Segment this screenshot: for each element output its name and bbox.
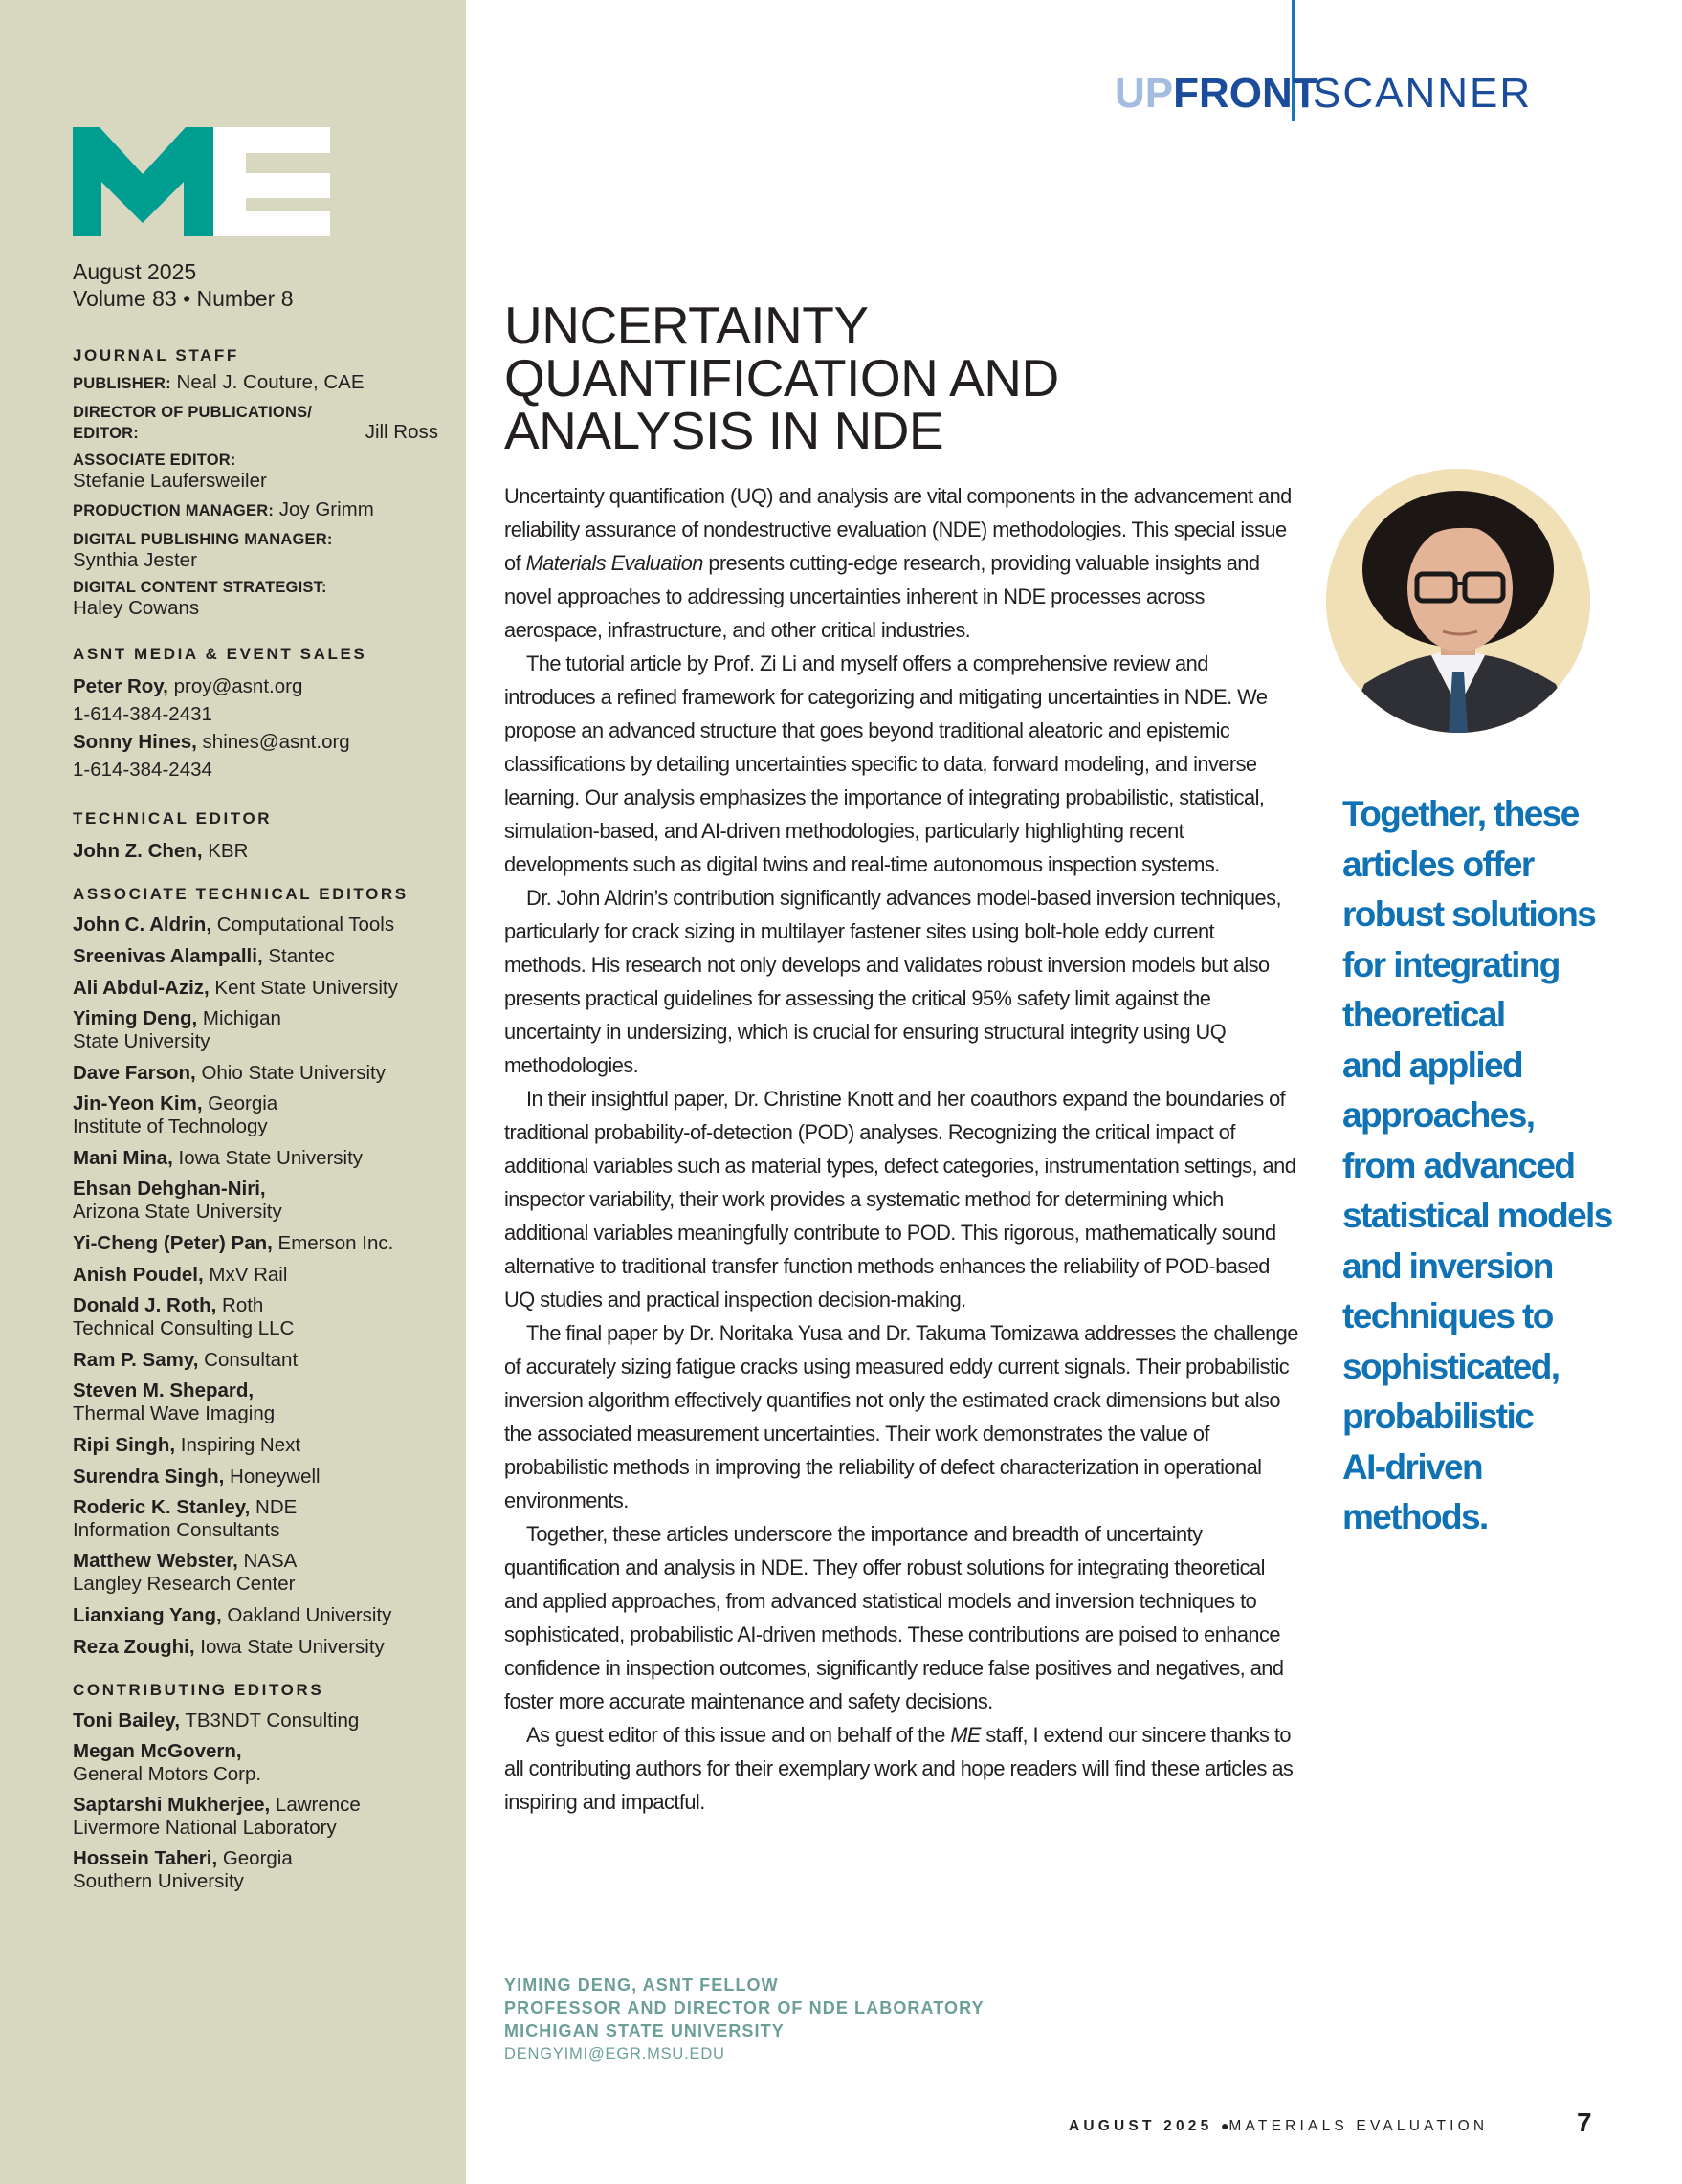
person-row: Donald J. Roth, Roth Technical Consulting LLC (73, 1294, 295, 1339)
person-row: Megan McGovern, General Motors Corp. (73, 1740, 262, 1785)
paragraph: Together, these articles underscore the importance and breadth of uncertainty quantification and analysis in NDE. They offer robust solutions for integrating theoretical and applied approaches, from advanced statistical models and inversion techniques to sophisticated, probabilistic AI-driven methods. These contributions are poised to enhance confidence in inspection outcomes, significantly reduce false positives and negatives, and foster more accurate maintenance and safety decisions. (504, 1522, 1284, 1713)
section-heading: ASNT MEDIA & EVENT SALES (73, 645, 367, 663)
article-title: UNCERTAINTY QUANTIFICATION AND ANALYSIS IN NDE (504, 296, 1059, 460)
person-photo-icon (1326, 469, 1590, 733)
staff-row: DIGITAL CONTENT STRATEGIST: Haley Cowans (73, 579, 327, 619)
page-number: 7 (1577, 2107, 1592, 2137)
person-row: Yiming Deng, Michigan State University (73, 1007, 281, 1052)
journal-staff-section (73, 345, 455, 619)
subsection-label: SCANNER (1313, 70, 1533, 117)
person-row: Steven M. Shepard, Thermal Wave Imaging (73, 1379, 276, 1424)
staff-row: DIGITAL PUBLISHING MANAGER: Synthia Jester (73, 531, 333, 571)
contact-entry: Sonny Hines, shines@asnt.org 1-614-384-2434 (73, 728, 455, 783)
article-body (504, 479, 1298, 1819)
paragraph: The final paper by Dr. Noritaka Yusa and Dr. Takuma Tomizawa addresses the challenge of accurately sizing fatigue cracks using measured eddy current signals. Their probabilistic inversion algorithm effectively quantifies not only the estimated crack dimensions but also the associated measurement uncertainties. Their work demonstrates the value of probabilistic methods in improving the reliability of defect characterization in operational environments. (504, 1321, 1298, 1512)
section-heading: CONTRIBUTING EDITORS (73, 1681, 324, 1699)
issue-info (73, 258, 294, 312)
paragraph: As guest editor of this issue and on behalf of the ME staff, I extend our sincere thanks to all contributing authors for their exemplary work and hope readers will find these articles as inspiring and impactful. (504, 1723, 1294, 1814)
paragraph: In their insightful paper, Dr. Christine Knott and her coauthors expand the boundaries of traditional probability-of-detection (POD) analyses. Recognizing the critical impact of additional variables such as material types, defect categories, instrumentation settings, and inspector variability, their work provides a systematic method for determining which additional variables meaningfully contribute to POD. This rigorous, mathematically sound alternative to traditional transfer function methods enhances the reliability of POD-based UQ studies and practical inspection decision-making. (504, 1087, 1296, 1312)
person-row: Ram P. Samy, Consultant (73, 1349, 299, 1371)
media-sales-section (73, 644, 455, 783)
issue-volume: Volume 83 • Number 8 (73, 286, 294, 311)
issue-date: August 2025 (73, 259, 197, 284)
section-heading: JOURNAL STAFF (73, 346, 239, 364)
author-institution: MICHIGAN STATE UNIVERSITY (504, 2021, 785, 2041)
person-row: Lianxiang Yang, Oakland University (73, 1604, 392, 1626)
bullet-icon: ● (1220, 2118, 1229, 2133)
person-row: John Z. Chen, KBR (73, 840, 249, 862)
contributing-editors-section (73, 1680, 455, 1893)
section-heading: TECHNICAL EDITOR (73, 809, 273, 827)
associate-technical-editors-section (73, 884, 455, 1659)
person-row: Reza Zoughi, Iowa State University (73, 1636, 385, 1658)
person-row: Matthew Webster, NASA Langley Research Center (73, 1550, 297, 1595)
pull-quote: Together, these articles offer robust solutions for integrating theoretical and applied approaches, from advanced statistical models and inversion techniques to sophisticated, probabilistic AI-driven methods. (1342, 794, 1612, 1536)
author-email-link[interactable]: DENGYIMI@EGR.MSU.EDU (504, 2045, 725, 2063)
section-label: UPFRONT (1115, 70, 1318, 117)
person-row: Dave Farson, Ohio State University (73, 1062, 386, 1084)
phone-number: 1-614-384-2431 (73, 703, 212, 725)
person-row: Mani Mina, Iowa State University (73, 1147, 364, 1169)
person-row: Yi-Cheng (Peter) Pan, Emerson Inc. (73, 1232, 394, 1254)
footer-publication: MATERIALS EVALUATION (1228, 2118, 1489, 2134)
person-row: Roderic K. Stanley, NDE Information Consultants (73, 1496, 298, 1541)
phone-number: 1-614-384-2434 (73, 759, 212, 781)
paragraph: The tutorial article by Prof. Zi Li and myself offers a comprehensive review and introduces a refined framework for categorizing and mitigating uncertainties in NDE. We propose an advanced structure that goes beyond traditional aleatoric and epistemic classifications by detailing uncertainties specific to data, forward modeling, and inverse learning. Our analysis emphasizes the importance of integrating probabilistic, statistical, simulation-based, and AI-driven methodologies, particularly highlighting recent developments such as digital twins and real-time autonomous inspection systems. (504, 651, 1268, 876)
person-row: Ehsan Dehghan-Niri, Arizona State University (73, 1178, 282, 1223)
email-link[interactable]: shines@asnt.org (196, 731, 350, 753)
person-row: Sreenivas Alampalli, Stantec (73, 945, 335, 967)
email-link[interactable]: proy@asnt.org (167, 675, 303, 697)
staff-row: DIRECTOR OF PUBLICATIONS/ EDITOR: Jill Ross (73, 404, 439, 443)
person-row: Hossein Taheri, Georgia Southern University (73, 1847, 293, 1892)
footer-date: AUGUST 2025 (1069, 2118, 1213, 2134)
section-heading: ASSOCIATE TECHNICAL EDITORS (73, 885, 409, 903)
staff-row: PRODUCTION MANAGER: Joy Grimm (73, 498, 374, 520)
technical-editor-section (73, 808, 455, 863)
person-row: Ripi Singh, Inspiring Next (73, 1434, 301, 1456)
paragraph: Dr. John Aldrin’s contribution significantly advances model-based inversion techniques, particularly for crack sizing in multilayer fastener sites using bolt-hole eddy current methods. His research not only develops and validates robust inversion models but also presents practical guidelines for assessing the critical 95% safety limit against the uncertainty in undersizing, which is crucial for ensuring structural integrity using UQ methodologies. (504, 886, 1281, 1077)
author-signature (504, 1974, 985, 2065)
author-title: PROFESSOR AND DIRECTOR OF NDE LABORATORY (504, 1998, 985, 2018)
masthead-sidebar (0, 0, 466, 2184)
person-row: Surendra Singh, Honeywell (73, 1466, 321, 1488)
person-row: Ali Abdul-Aziz, Kent State University (73, 977, 398, 999)
author-portrait (1326, 469, 1590, 733)
staff-list (73, 345, 455, 1908)
person-row: Anish Poudel, MxV Rail (73, 1264, 288, 1286)
person-row: Saptarshi Mukherjee, Lawrence Livermore National Laboratory (73, 1794, 361, 1839)
staff-row: PUBLISHER: Neal J. Couture, CAE (73, 371, 365, 393)
page-footer (1069, 2115, 1488, 2137)
contact-entry: Peter Roy, proy@asnt.org 1-614-384-2431 (73, 673, 455, 728)
person-row: John C. Aldrin, Computational Tools (73, 914, 395, 936)
person-row: Jin-Yeon Kim, Georgia Institute of Technology (73, 1092, 278, 1137)
paragraph: Uncertainty quantification (UQ) and analysis are vital components in the advancement and reliability assurance of nondestructive evaluation (NDE) methodologies. This special issue of Materials Evaluation presents cutting-edge research, providing valuable insights and novel approaches to addressing uncertainties inherent in NDE processes across aerospace, infrastructure, and other critical industries. (504, 484, 1292, 642)
staff-row: ASSOCIATE EDITOR: Stefanie Laufersweiler (73, 452, 267, 492)
person-row: Toni Bailey, TB3NDT Consulting (73, 1710, 360, 1732)
author-name: YIMING DENG, ASNT FELLOW (504, 1975, 779, 1995)
me-logo-icon (73, 127, 330, 236)
